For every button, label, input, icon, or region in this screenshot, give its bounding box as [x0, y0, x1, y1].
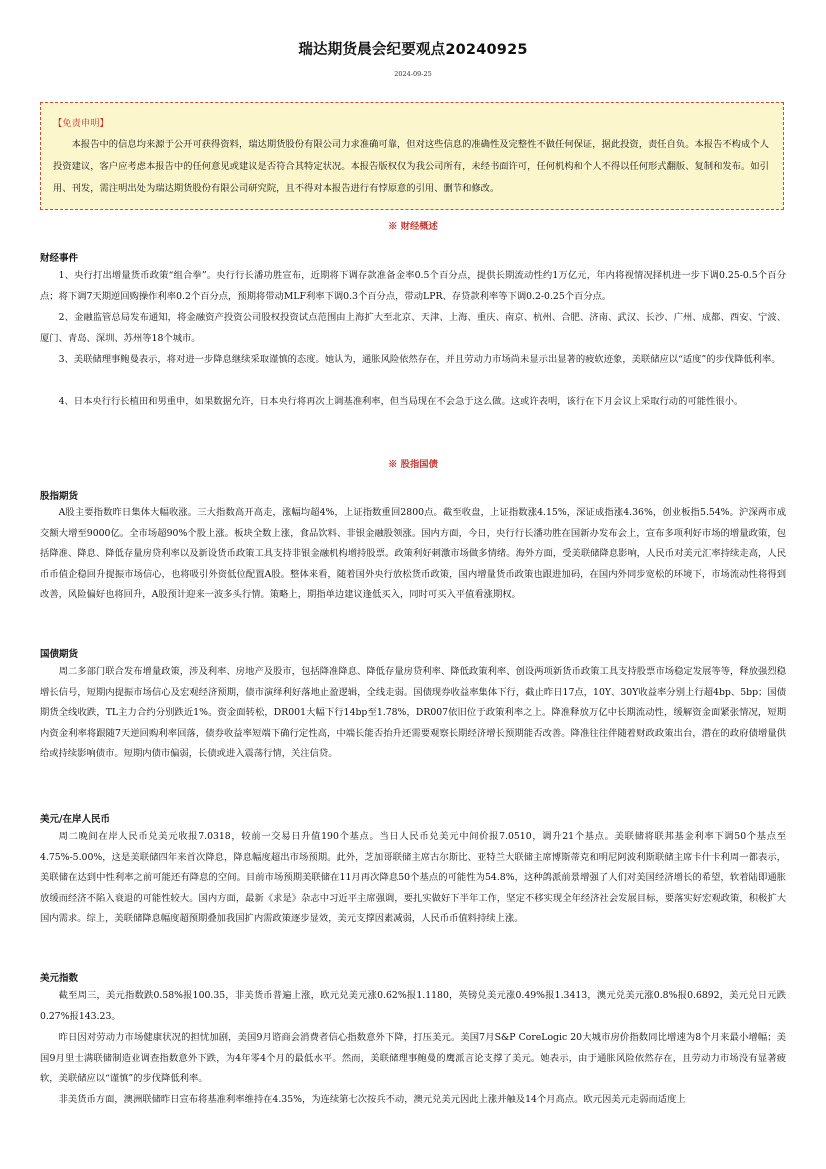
stock-index-heading: 股指期货 — [40, 491, 79, 502]
section-title-finance: ※ 财经概述 — [388, 221, 438, 232]
dollar-index-heading: 美元指数 — [40, 973, 79, 984]
disclaimer-heading: 【免责申明】 — [53, 118, 109, 129]
usdcnh-heading: 美元/在岸人民币 — [40, 814, 110, 825]
finance-event-item: 1、央行打出增量货币政策“组合拳”。央行行长潘功胜宣布，近期将下调存款准备金率0.5个百分点，提供长期流动性约1万亿元，年内将视情况择机进一步下调0.25-0.5个百分点；将下调7天期逆回购操作利率0.2个百分点，预期将带动MLF利率下调0.3个百分点，带动LPR、存贷款利率等下调0.2-0.25个百分点。 — [40, 270, 786, 302]
finance-event-item: 3、美联储理事鲍曼表示，将对进一步降息继续采取谨慎的态度。她认为，通胀风险依然存在，并且劳动力市场尚未显示出显著的疲软迹象，美联储应以“适度”的步伐降低利率。 — [58, 354, 781, 365]
report-date: 2024-09-25 — [394, 70, 432, 78]
dollar-index-paragraph: 截至周三，美元指数跌0.58%报100.35，非美货币普遍上涨，欧元兑美元涨0.62%报1.1180，英镑兑美元涨0.49%报1.3413，澳元兑美元涨0.8%报0.6892，美元兑日元跌0.27%报143.23。 — [40, 990, 786, 1022]
finance-event-item: 4、日本央行行长植田和男重申，如果数据允许，日本央行将再次上调基准利率，但当局现在不会急于这么做。这或许表明，该行在下月会议上采取行动的可能性很小。 — [58, 396, 744, 407]
report-title: 瑞达期货晨会纪要观点20240925 — [298, 42, 528, 58]
treasury-heading: 国债期货 — [40, 649, 79, 660]
section-title-stock-bond: ※ 股指国债 — [388, 459, 438, 470]
usdcnh-text: 周二晚间在岸人民币兑美元收报7.0318，较前一交易日升值190个基点。当日人民币兑美元中间价报7.0510，调升21个基点。美联储将联邦基金利率下调50个基点至4.75%-5.00%，这是美联储四年来首次降息，降息幅度超出市场预期。此外，芝加哥联储主席古尔斯比、亚特兰大联储主席博斯蒂克和明尼阿波利斯联储主席卡什卡利周一都表示，美联储在达到中性利率之前可能还有降息的空间。目前市场预期美联储在11月再次降息50个基点的可能性为54.8%，这种鸽派前景增强了人们对美国经济增长的希望，软着陆即通胀放缓而经济不陷入衰退的可能性较大。国内方面，最新《求是》杂志中习近平主席强调，要扎实做好下半年工作，坚定不移实现全年经济社会发展目标，要落实好宏观政策，积极扩大国内需求。综上，美联储降息幅度超预期叠加我国扩内需政策逐步显效，美元支撑因素减弱，人民币币值料持续上涨。 — [40, 831, 786, 924]
dollar-index-paragraph: 非美货币方面，澳洲联储昨日宣布将基准利率维持在4.35%，为连续第七次按兵不动，澳元兑美元因此上涨并触及14个月高点。欧元因美元走弱而适度上 — [58, 1094, 686, 1105]
disclaimer-text: 本报告中的信息均来源于公开可获得资料，瑞达期货股份有限公司力求准确可靠，但对这些信息的准确性及完整性不做任何保证，据此投资，责任自负。本报告不构成个人投资建议，客户应考虑本报告中的任何意见或建议是否符合其特定状况。本报告版权仅为我公司所有，未经书面许可，任何机构和个人不得以任何形式翻版、复制和发布。如引用、刊发，需注明出处为瑞达期货股份有限公司研究院，且不得对本报告进行有悖原意的引用、删节和修改。 — [53, 139, 769, 194]
finance-events-heading: 财经事件 — [40, 253, 79, 264]
finance-event-item: 2、金融监管总局发布通知，将金融资产投资公司股权投资试点范围由上海扩大至北京、天津、上海、重庆、南京、杭州、合肥、济南、武汉、长沙、广州、成都、西安、宁波、厦门、青岛、深圳、苏州等18个城市。 — [40, 312, 786, 344]
dollar-index-paragraph: 昨日因对劳动力市场健康状况的担忧加剧，美国9月谘商会消费者信心指数意外下降，打压美元。美国7月S&P CoreLogic 20大城市房价指数同比增速为8个月来最小增幅；美国9月里士满联储制造业调查指数意外下跌，为4年零4个月的最低水平。然而，美联储理事鲍曼的鹰派言论支撑了美元。她表示，由于通胀风险依然存在，且劳动力市场没有显著疲软，美联储应以“谨慎”的步伐降低利率。 — [40, 1032, 786, 1084]
treasury-text: 周二多部门联合发布增量政策，涉及利率、房地产及股市，包括降准降息、降低存量房贷利率、降低政策利率、创设两项新货币政策工具支持股票市场稳定发展等等，释放强烈稳增长信号，短期内提振市场信心及宏观经济预期，债市演绎利好落地止盈逻辑，全线走弱。国债现券收益率集体下行，截止昨日17点，10Y、30Y收益率分别上行超4bp、5bp；国债期货全线收跌，TL主力合约分别跌近1%。资金面转松，DR001大幅下行14bp至1.78%，DR007依旧位于政策利率之上。降准释放万亿中长期流动性，缓解资金面紧张情况，短期内资金利率将跟随7天逆回购利率回落，债券收益率短端下确行定性高，中端长能否抬升还需要观察长期经济增长预期能否改善。降准往往伴随着财政政策出台，潜在的政府债增量供给或持续影响债市。短期内债市偏弱，长债或进入震荡行情，关注信贷。 — [40, 666, 786, 759]
stock-index-text: A股主要指数昨日集体大幅收涨。三大指数高开高走，涨幅均超4%，上证指数重回2800点。截至收盘，上证指数涨4.15%，深证成指涨4.36%，创业板指5.54%。沪深两市成交额大增至9000亿。全市场超90%个股上涨。板块全数上涨，食品饮料、非银金融股领涨。国内方面，今日，央行行长潘功胜在国新办发布会上，宣布多项利好市场的增量政策，包括降准、降息、降低存量房贷利率以及新设货币政策工具支持非银金融机构增持股票。政策利好刺激市场做多情绪。海外方面，受美联储降息影响，人民币对美元汇率持续走高，人民币币值企稳回升提振市场信心，也将吸引外资低位配置A股。整体来看，随着国外央行放松货币政策，国内增量货币政策也跟进加码，在国内外同步宽松的环境下，市场流动性将得到改善，风险偏好也将回升，A股预计迎来一波多头行情。策略上，期指单边建议逢低买入，同时可买入平值看涨期权。 — [40, 507, 786, 600]
disclaimer-box — [40, 102, 784, 210]
